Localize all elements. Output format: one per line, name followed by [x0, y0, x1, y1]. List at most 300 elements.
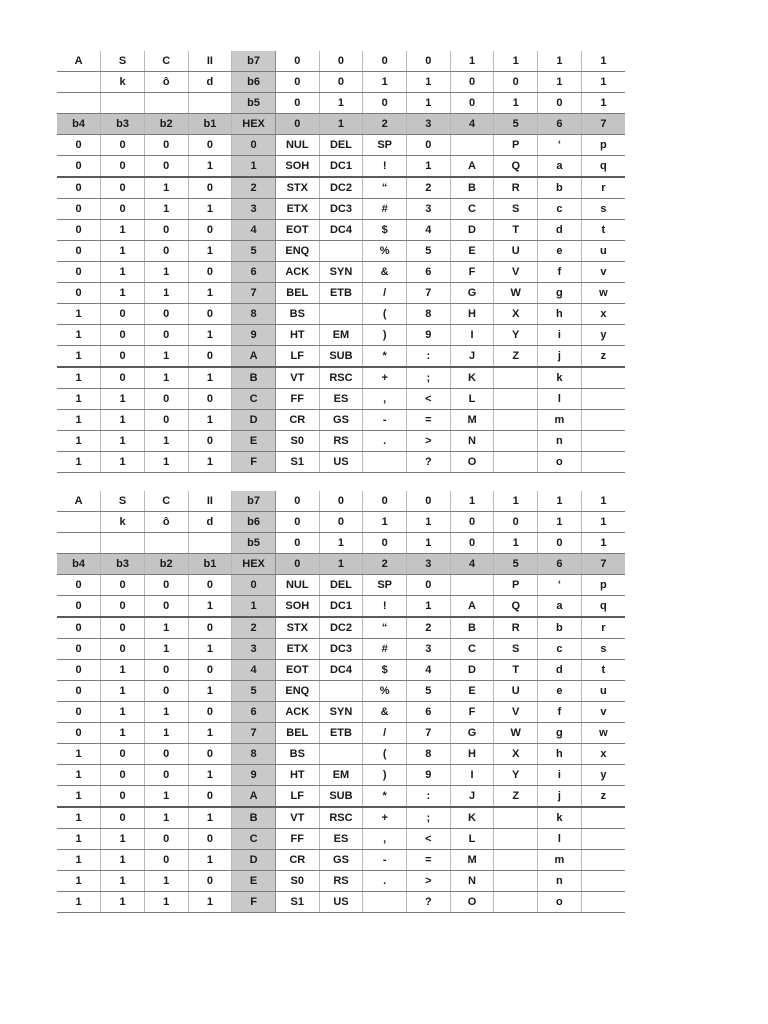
- cell-c5: 0: [494, 512, 538, 533]
- cell-b1: 1: [188, 283, 232, 304]
- cell-b3: 1: [101, 410, 145, 431]
- cell-b1: 0: [188, 786, 232, 808]
- cell-c3: 6: [407, 702, 451, 723]
- cell-hex: 5: [232, 241, 276, 262]
- table-row: [57, 262, 625, 283]
- cell-hex: b7: [232, 491, 276, 512]
- bit-pattern-row: [57, 72, 625, 93]
- cell-c2: *: [363, 786, 407, 808]
- cell-c4: J: [450, 346, 494, 368]
- cell-b2: 1: [144, 262, 188, 283]
- cell-c0: NUL: [275, 135, 319, 156]
- cell-c6: i: [538, 325, 582, 346]
- cell-c3: 2: [407, 177, 451, 199]
- cell-b3: 0: [101, 135, 145, 156]
- cell-c3: 1: [407, 156, 451, 178]
- bit-pattern-row: [57, 93, 625, 114]
- cell-c1: RS: [319, 871, 363, 892]
- table-row: [57, 410, 625, 431]
- cell-b1: 0: [188, 177, 232, 199]
- cell-b3: 0: [101, 765, 145, 786]
- cell-hex: 5: [232, 681, 276, 702]
- cell-b1: 1: [188, 241, 232, 262]
- cell-hex: 1: [232, 596, 276, 618]
- cell-c7: 1: [581, 512, 625, 533]
- cell-c0: 0: [275, 491, 319, 512]
- cell-b2: 1: [144, 786, 188, 808]
- cell-b2: 1: [144, 871, 188, 892]
- cell-c1: RSC: [319, 807, 363, 829]
- cell-b1: 0: [188, 346, 232, 368]
- cell-b3: 1: [101, 262, 145, 283]
- cell-c7: v: [581, 702, 625, 723]
- cell-c4: C: [450, 199, 494, 220]
- cell-b3: 0: [101, 177, 145, 199]
- cell-b4: 1: [57, 807, 101, 829]
- cell-c7: [581, 892, 625, 913]
- cell-c5: R: [494, 617, 538, 639]
- cell-hex: 3: [232, 639, 276, 660]
- cell-b3: 0: [101, 325, 145, 346]
- cell-c4: F: [450, 262, 494, 283]
- cell-b3: 1: [101, 241, 145, 262]
- cell-b2: 1: [144, 346, 188, 368]
- cell-c3: 9: [407, 325, 451, 346]
- cell-b3: 0: [101, 346, 145, 368]
- cell-c3: 1: [407, 533, 451, 554]
- cell-b1: 0: [188, 871, 232, 892]
- cell-b1: 1: [188, 452, 232, 473]
- cell-c2: $: [363, 660, 407, 681]
- cell-c4: [450, 575, 494, 596]
- cell-b3: 1: [101, 871, 145, 892]
- cell-b1: II: [188, 51, 232, 72]
- cell-c4: 0: [450, 93, 494, 114]
- cell-hex: B: [232, 807, 276, 829]
- cell-c1: 0: [319, 512, 363, 533]
- cell-b3: 0: [101, 304, 145, 325]
- cell-c6: 6: [538, 114, 582, 135]
- cell-b1: 1: [188, 892, 232, 913]
- cell-c3: 3: [407, 199, 451, 220]
- cell-c3: 7: [407, 723, 451, 744]
- table-row: [57, 452, 625, 473]
- cell-c5: W: [494, 283, 538, 304]
- cell-c4: 0: [450, 72, 494, 93]
- cell-c5: [494, 892, 538, 913]
- cell-b3: 1: [101, 452, 145, 473]
- cell-c0: BS: [275, 744, 319, 765]
- cell-c1: SUB: [319, 786, 363, 808]
- cell-c2: 2: [363, 114, 407, 135]
- cell-c7: y: [581, 325, 625, 346]
- cell-hex: 7: [232, 283, 276, 304]
- cell-b3: S: [101, 51, 145, 72]
- cell-c2: ): [363, 765, 407, 786]
- cell-b4: 0: [57, 220, 101, 241]
- cell-c0: ETX: [275, 639, 319, 660]
- cell-c1: SUB: [319, 346, 363, 368]
- cell-hex: C: [232, 829, 276, 850]
- cell-hex: 3: [232, 199, 276, 220]
- cell-c2: 0: [363, 93, 407, 114]
- table-row: [57, 617, 625, 639]
- cell-c5: T: [494, 660, 538, 681]
- cell-c2: /: [363, 283, 407, 304]
- cell-c2: “: [363, 617, 407, 639]
- cell-c1: ES: [319, 389, 363, 410]
- cell-c1: RS: [319, 431, 363, 452]
- cell-c3: ?: [407, 452, 451, 473]
- cell-b3: 1: [101, 389, 145, 410]
- cell-c5: [494, 389, 538, 410]
- cell-c5: Q: [494, 596, 538, 618]
- cell-hex: 0: [232, 135, 276, 156]
- cell-c3: 8: [407, 744, 451, 765]
- cell-c5: [494, 829, 538, 850]
- cell-c3: 3: [407, 554, 451, 575]
- cell-c4: G: [450, 723, 494, 744]
- cell-c7: [581, 452, 625, 473]
- cell-c0: SOH: [275, 596, 319, 618]
- cell-b1: 0: [188, 220, 232, 241]
- cell-c5: S: [494, 199, 538, 220]
- cell-b2: 0: [144, 829, 188, 850]
- cell-c6: a: [538, 596, 582, 618]
- table-row: [57, 744, 625, 765]
- cell-b1: 1: [188, 723, 232, 744]
- table-row: [57, 723, 625, 744]
- cell-c5: P: [494, 575, 538, 596]
- cell-hex: 4: [232, 660, 276, 681]
- cell-b3: 1: [101, 220, 145, 241]
- cell-b4: 0: [57, 660, 101, 681]
- cell-c5: T: [494, 220, 538, 241]
- cell-c1: 1: [319, 93, 363, 114]
- cell-c4: 4: [450, 554, 494, 575]
- cell-c0: 0: [275, 554, 319, 575]
- cell-c6: 1: [538, 51, 582, 72]
- cell-c0: EOT: [275, 220, 319, 241]
- cell-c6: h: [538, 304, 582, 325]
- cell-hex: D: [232, 850, 276, 871]
- cell-b4: 0: [57, 135, 101, 156]
- cell-c2: %: [363, 241, 407, 262]
- cell-b1: 0: [188, 135, 232, 156]
- cell-b2: 1: [144, 283, 188, 304]
- cell-c4: E: [450, 681, 494, 702]
- cell-c7: z: [581, 786, 625, 808]
- cell-c7: z: [581, 346, 625, 368]
- cell-c3: 4: [407, 660, 451, 681]
- cell-c7: y: [581, 765, 625, 786]
- cell-c2: [363, 452, 407, 473]
- cell-c6: m: [538, 850, 582, 871]
- cell-b1: 1: [188, 596, 232, 618]
- cell-c2: $: [363, 220, 407, 241]
- cell-b2: C: [144, 51, 188, 72]
- cell-b4: 0: [57, 575, 101, 596]
- cell-c4: J: [450, 786, 494, 808]
- cell-hex: C: [232, 389, 276, 410]
- cell-c6: n: [538, 431, 582, 452]
- cell-c1: DC3: [319, 639, 363, 660]
- cell-c7: t: [581, 220, 625, 241]
- cell-c6: d: [538, 660, 582, 681]
- cell-c2: ): [363, 325, 407, 346]
- cell-c2: SP: [363, 575, 407, 596]
- table-row: [57, 241, 625, 262]
- table-row: [57, 892, 625, 913]
- cell-b1: II: [188, 491, 232, 512]
- cell-c1: 1: [319, 114, 363, 135]
- cell-b1: 0: [188, 660, 232, 681]
- cell-hex: D: [232, 410, 276, 431]
- cell-c5: 1: [494, 51, 538, 72]
- cell-hex: A: [232, 786, 276, 808]
- cell-c0: ETX: [275, 199, 319, 220]
- cell-c4: M: [450, 410, 494, 431]
- cell-b2: ô: [144, 72, 188, 93]
- cell-b3: 1: [101, 660, 145, 681]
- cell-c0: ENQ: [275, 681, 319, 702]
- cell-b1: d: [188, 512, 232, 533]
- cell-c6: k: [538, 807, 582, 829]
- cell-b3: 1: [101, 850, 145, 871]
- cell-c7: x: [581, 744, 625, 765]
- cell-c6: h: [538, 744, 582, 765]
- cell-c3: 1: [407, 512, 451, 533]
- cell-c6: ‘: [538, 575, 582, 596]
- cell-c0: CR: [275, 410, 319, 431]
- cell-c6: j: [538, 346, 582, 368]
- cell-c6: d: [538, 220, 582, 241]
- table-row: [57, 807, 625, 829]
- cell-c7: 1: [581, 93, 625, 114]
- cell-hex: F: [232, 892, 276, 913]
- cell-b2: 0: [144, 304, 188, 325]
- cell-c6: o: [538, 452, 582, 473]
- cell-c7: w: [581, 723, 625, 744]
- cell-c0: LF: [275, 346, 319, 368]
- cell-c5: [494, 367, 538, 389]
- cell-c7: 1: [581, 533, 625, 554]
- cell-c7: 7: [581, 554, 625, 575]
- table-row: [57, 639, 625, 660]
- bit-pattern-row: [57, 512, 625, 533]
- cell-c4: M: [450, 850, 494, 871]
- cell-hex: 1: [232, 156, 276, 178]
- cell-b2: 0: [144, 220, 188, 241]
- cell-c7: [581, 807, 625, 829]
- cell-b1: 0: [188, 744, 232, 765]
- cell-c4: O: [450, 892, 494, 913]
- cell-c4: A: [450, 596, 494, 618]
- cell-b2: [144, 533, 188, 554]
- cell-hex: b6: [232, 512, 276, 533]
- cell-c3: ;: [407, 807, 451, 829]
- cell-c3: 0: [407, 491, 451, 512]
- cell-c3: 1: [407, 72, 451, 93]
- cell-b3: S: [101, 491, 145, 512]
- cell-c1: RSC: [319, 367, 363, 389]
- cell-b1: 1: [188, 850, 232, 871]
- cell-c0: S1: [275, 892, 319, 913]
- cell-b2: 1: [144, 723, 188, 744]
- cell-c3: 7: [407, 283, 451, 304]
- table-row: [57, 156, 625, 178]
- cell-b2: 0: [144, 410, 188, 431]
- cell-b3: 0: [101, 367, 145, 389]
- cell-c5: [494, 871, 538, 892]
- cell-c2: #: [363, 639, 407, 660]
- ascii-table-2: [57, 491, 625, 913]
- cell-hex: F: [232, 452, 276, 473]
- cell-c0: VT: [275, 367, 319, 389]
- cell-b2: 0: [144, 389, 188, 410]
- cell-c2: 0: [363, 533, 407, 554]
- cell-c3: 5: [407, 681, 451, 702]
- cell-c1: DC1: [319, 596, 363, 618]
- cell-hex: b5: [232, 533, 276, 554]
- cell-c4: C: [450, 639, 494, 660]
- cell-c2: #: [363, 199, 407, 220]
- cell-c6: g: [538, 723, 582, 744]
- cell-b2: 1: [144, 431, 188, 452]
- cell-c4: 1: [450, 491, 494, 512]
- cell-c2: &: [363, 702, 407, 723]
- cell-c0: HT: [275, 765, 319, 786]
- cell-b2: 1: [144, 807, 188, 829]
- cell-b4: 0: [57, 199, 101, 220]
- cell-b4: 1: [57, 389, 101, 410]
- cell-c1: 0: [319, 72, 363, 93]
- cell-b3: 1: [101, 431, 145, 452]
- cell-hex: 2: [232, 617, 276, 639]
- cell-c0: EOT: [275, 660, 319, 681]
- cell-c0: FF: [275, 829, 319, 850]
- cell-hex: E: [232, 431, 276, 452]
- cell-c5: V: [494, 262, 538, 283]
- cell-b4: 0: [57, 723, 101, 744]
- cell-c7: [581, 389, 625, 410]
- cell-hex: B: [232, 367, 276, 389]
- cell-c7: r: [581, 617, 625, 639]
- cell-b4: 0: [57, 702, 101, 723]
- cell-b3: 1: [101, 681, 145, 702]
- cell-c7: v: [581, 262, 625, 283]
- cell-c2: SP: [363, 135, 407, 156]
- cell-c5: W: [494, 723, 538, 744]
- cell-b1: 1: [188, 325, 232, 346]
- cell-c1: DC2: [319, 177, 363, 199]
- cell-c4: 4: [450, 114, 494, 135]
- cell-b3: 1: [101, 702, 145, 723]
- cell-c4: N: [450, 871, 494, 892]
- cell-c2: +: [363, 807, 407, 829]
- cell-c5: R: [494, 177, 538, 199]
- cell-hex: 8: [232, 744, 276, 765]
- cell-b1: 0: [188, 702, 232, 723]
- bit-pattern-row: [57, 533, 625, 554]
- cell-c4: I: [450, 325, 494, 346]
- cell-hex: E: [232, 871, 276, 892]
- cell-b4: 1: [57, 765, 101, 786]
- cell-c3: <: [407, 389, 451, 410]
- cell-b3: 0: [101, 156, 145, 178]
- cell-c1: ES: [319, 829, 363, 850]
- cell-c5: 5: [494, 114, 538, 135]
- cell-c0: FF: [275, 389, 319, 410]
- cell-c6: 1: [538, 512, 582, 533]
- cell-c0: 0: [275, 72, 319, 93]
- cell-b3: [101, 533, 145, 554]
- cell-c5: Q: [494, 156, 538, 178]
- cell-b4: 1: [57, 304, 101, 325]
- cell-b4: 1: [57, 452, 101, 473]
- cell-c1: US: [319, 452, 363, 473]
- cell-c5: 1: [494, 533, 538, 554]
- cell-b3: 0: [101, 807, 145, 829]
- cell-c3: 9: [407, 765, 451, 786]
- cell-c6: m: [538, 410, 582, 431]
- table-row: [57, 829, 625, 850]
- cell-c7: s: [581, 199, 625, 220]
- cell-c3: :: [407, 346, 451, 368]
- cell-b4: A: [57, 491, 101, 512]
- cell-c7: r: [581, 177, 625, 199]
- cell-b2: C: [144, 491, 188, 512]
- cell-c1: EM: [319, 765, 363, 786]
- cell-c0: ENQ: [275, 241, 319, 262]
- cell-c1: 1: [319, 533, 363, 554]
- cell-b4: b4: [57, 554, 101, 575]
- cell-c0: BEL: [275, 723, 319, 744]
- cell-c7: [581, 367, 625, 389]
- ascii-table-1: [57, 51, 625, 473]
- cell-c1: SYN: [319, 262, 363, 283]
- cell-b4: 1: [57, 829, 101, 850]
- table-row: [57, 346, 625, 368]
- cell-b3: 0: [101, 786, 145, 808]
- cell-b1: 0: [188, 617, 232, 639]
- cell-c2: !: [363, 156, 407, 178]
- cell-c3: =: [407, 850, 451, 871]
- cell-c7: p: [581, 135, 625, 156]
- cell-c4: G: [450, 283, 494, 304]
- cell-c2: 0: [363, 491, 407, 512]
- cell-c5: [494, 850, 538, 871]
- table-row: [57, 596, 625, 618]
- cell-b4: [57, 512, 101, 533]
- cell-b4: 0: [57, 283, 101, 304]
- cell-c1: [319, 304, 363, 325]
- cell-b2: 1: [144, 639, 188, 660]
- cell-b2: 1: [144, 367, 188, 389]
- cell-hex: HEX: [232, 554, 276, 575]
- cell-b1: 1: [188, 410, 232, 431]
- table-row: [57, 681, 625, 702]
- cell-c3: 0: [407, 135, 451, 156]
- cell-b4: 1: [57, 850, 101, 871]
- cell-c0: S1: [275, 452, 319, 473]
- cell-b1: 0: [188, 575, 232, 596]
- table-row: [57, 765, 625, 786]
- cell-b3: 0: [101, 596, 145, 618]
- cell-hex: b6: [232, 72, 276, 93]
- cell-c6: 6: [538, 554, 582, 575]
- cell-c6: c: [538, 199, 582, 220]
